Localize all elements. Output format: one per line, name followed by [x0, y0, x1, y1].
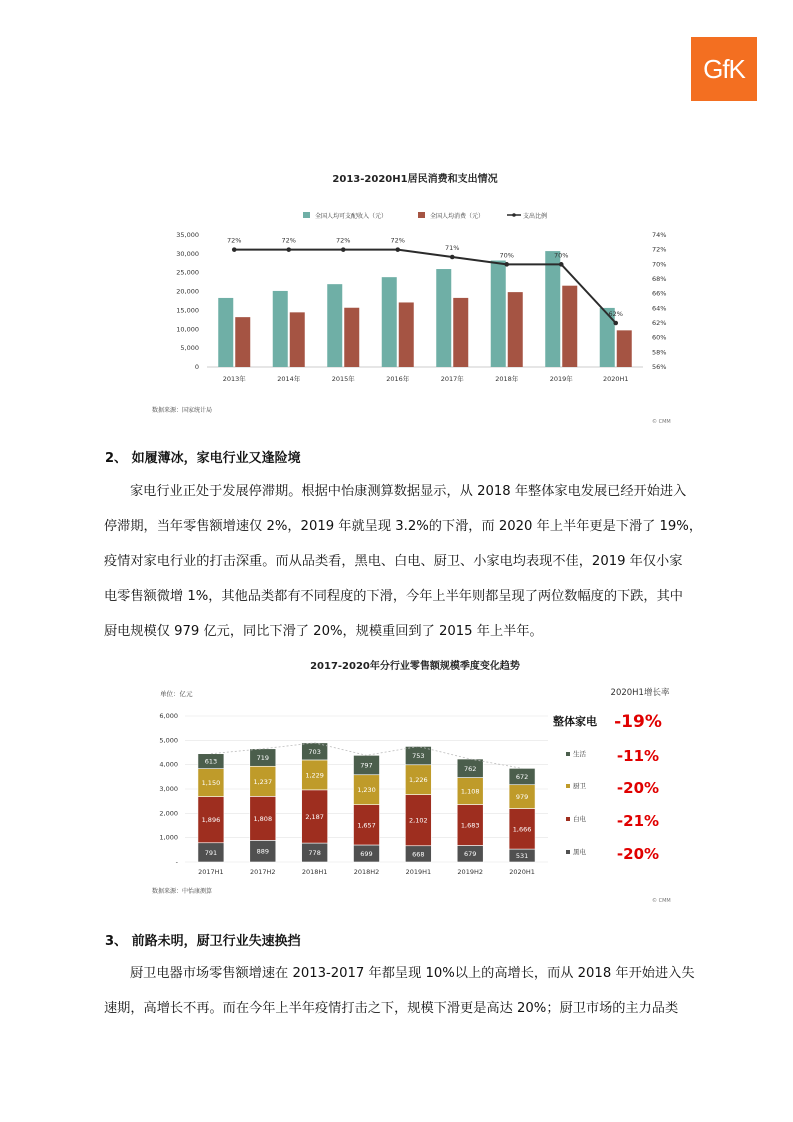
x-tick-label: 2013年: [222, 375, 246, 383]
y-tick-label: 5,000: [159, 736, 178, 745]
growth-value: -20%: [616, 779, 660, 797]
section2-heading: 2、 如履薄冰，家电行业又逢险境: [105, 451, 301, 466]
segment-value-label: 797: [360, 761, 373, 770]
x-tick-label: 2018H2: [353, 868, 380, 876]
legend-label: 支出比例: [523, 213, 548, 220]
y2-tick-label: 56%: [652, 363, 667, 371]
x-tick-label: 2017H2: [249, 868, 276, 876]
y-tick-label: 6,000: [159, 712, 178, 720]
s2-line: 疫情对家电行业的打击深重。而从品类看，黑电、白电、厨卫、小家电均表现不佳，2019 年仅小家: [104, 554, 683, 569]
x-tick-label: 2018年: [495, 375, 519, 383]
segment-value-label: 672: [515, 773, 529, 782]
growth-swatch: [566, 752, 570, 756]
growth-label: 厨卫: [573, 782, 586, 790]
y2-tick-label: 70%: [652, 260, 667, 269]
ratio-label: 72%: [390, 236, 405, 245]
y2-tick-label: 62%: [652, 319, 667, 327]
ratio-label: 72%: [281, 236, 296, 245]
y-tick-label: 15,000: [176, 306, 199, 315]
s3-line: 厨卫电器市场零售额增速在 2013-2017 年都呈现 10%以上的高增长，而从 2018 年开始进入失: [130, 966, 695, 981]
x-tick-label: 2018H1: [301, 868, 328, 876]
y2-tick-label: 68%: [652, 275, 667, 283]
chart2-watermark: © CMM: [652, 898, 671, 904]
segment-value-label: 679: [464, 850, 477, 859]
segment-value-label: 699: [360, 849, 373, 858]
y-tick-label: 1,000: [159, 833, 178, 842]
segment-value-label: 531: [515, 852, 529, 861]
y-tick-label: 25,000: [176, 268, 199, 277]
segment-value-label: 719: [256, 754, 269, 763]
segment-value-label: 1,230: [357, 786, 376, 795]
chart1-source: 数据来源：国家统计局: [152, 407, 213, 414]
segment-value-label: 1,808: [253, 814, 273, 823]
growth-swatch: [566, 784, 570, 788]
logo-text: GfK: [703, 53, 745, 84]
segment-value-label: 1,657: [357, 821, 376, 830]
growth-label: 生活: [573, 750, 586, 758]
chart1-watermark: © CMM: [652, 419, 671, 425]
ratio-label: 70%: [499, 251, 514, 260]
y-tick-label: 20,000: [176, 287, 199, 296]
segment-value-label: 2,102: [409, 816, 428, 825]
y-tick-label: 3,000: [159, 785, 178, 793]
chart2-source: 数据来源：中怡康测算: [152, 888, 213, 895]
legend-label: 全国人均消费（元）: [430, 213, 485, 220]
growth-value: -19%: [614, 712, 662, 732]
segment-value-label: 1,226: [409, 776, 428, 785]
unit-label: 单位：亿元: [160, 690, 193, 698]
y2-tick-label: 66%: [652, 289, 667, 298]
ratio-label: 72%: [227, 236, 242, 245]
y2-tick-label: 64%: [652, 304, 667, 313]
y-tick-label: 4,000: [159, 760, 178, 769]
x-tick-label: 2015年: [331, 375, 355, 383]
y-tick-label: 35,000: [176, 231, 199, 239]
segment-value-label: 1,108: [460, 787, 480, 796]
chart2-title: 2017-2020年分行业零售额规模季度变化趋势: [310, 661, 520, 672]
ratio-label: 62%: [608, 310, 623, 318]
y-tick-label: -: [175, 858, 178, 866]
segment-value-label: 762: [464, 764, 477, 773]
x-tick-label: 2017H1: [198, 868, 224, 876]
ratio-label: 70%: [554, 251, 569, 260]
growth-value: -21%: [616, 812, 660, 830]
section3-heading: 3、 前路未明，厨卫行业失速换挡: [105, 934, 301, 949]
section3-paragraph: [104, 956, 694, 1026]
growth-label: 黑电: [573, 848, 586, 856]
segment-value-label: 1,229: [305, 771, 324, 780]
segment-value-label: 889: [256, 847, 269, 856]
segment-value-label: 791: [204, 848, 218, 857]
ratio-label: 72%: [336, 236, 351, 245]
x-tick-label: 2020H1: [509, 868, 535, 876]
y2-tick-label: 74%: [652, 231, 667, 239]
x-tick-label: 2014年: [277, 375, 301, 383]
y2-tick-label: 60%: [652, 333, 667, 342]
segment-value-label: 979: [515, 793, 529, 802]
s3-line: 速期，高增长不再。而在今年上半年疫情打击之下，规模下滑更是高达 20%；厨卫市场的主力品类: [104, 1001, 679, 1016]
segment-value-label: 668: [412, 850, 425, 859]
segment-value-label: 753: [412, 752, 425, 761]
segment-value-label: 1,237: [253, 777, 273, 786]
segment-value-label: 613: [204, 757, 218, 766]
x-tick-label: 2017年: [440, 375, 464, 383]
segment-value-label: 1,683: [460, 821, 480, 830]
s2-line: 电零售额微增 1%，其他品类都有不同程度的下滑，今年上半年则都呈现了两位数幅度的下跌，其中: [104, 589, 683, 604]
growth-value: -11%: [616, 747, 660, 765]
x-tick-label: 2019H2: [457, 868, 484, 876]
x-tick-label: 2019H1: [405, 868, 432, 876]
s2-line: 家电行业正处于发展停滞期。根据中怡康测算数据显示，从 2018 年整体家电发展已经开始进入: [130, 484, 687, 499]
y-tick-label: 5,000: [180, 344, 199, 353]
y-tick-label: 10,000: [176, 325, 199, 334]
segment-value-label: 1,150: [201, 779, 221, 788]
y-tick-label: 2,000: [159, 809, 178, 818]
y2-tick-label: 58%: [652, 348, 667, 357]
growth-swatch: [566, 817, 570, 821]
ratio-label: 71%: [445, 244, 460, 252]
segment-value-label: 778: [308, 849, 321, 858]
y2-tick-label: 72%: [652, 245, 667, 254]
legend-label: 全国人均可支配收入（元）: [315, 213, 388, 220]
y-tick-label: 30,000: [176, 249, 199, 258]
s2-line: 停滞期，当年零售额增速仅 2%，2019 年就呈现 3.2%的下滑，而 2020 年上半年更是下滑了 19%，: [104, 519, 703, 534]
growth-label: 白电: [573, 815, 586, 823]
s2-line: 厨电规模仅 979 亿元，同比下滑了 20%，规模重回到了 2015 年上半年。: [104, 624, 543, 639]
chart1-title: 2013-2020H1居民消费和支出情况: [332, 174, 498, 185]
x-tick-label: 2016年: [386, 375, 410, 383]
growth-swatch: [566, 850, 570, 854]
growth-value: -20%: [616, 845, 660, 863]
x-tick-label: 2020H1: [602, 375, 629, 383]
growth-title: 2020H1增长率: [610, 688, 670, 698]
segment-value-label: 703: [308, 747, 321, 756]
x-tick-label: 2019年: [549, 375, 573, 383]
segment-value-label: 1,896: [201, 816, 221, 825]
segment-value-label: 1,666: [512, 825, 532, 834]
segment-value-label: 2,187: [305, 812, 324, 821]
growth-label: 整体家电: [553, 715, 597, 728]
y-tick-label: 0: [194, 363, 199, 371]
